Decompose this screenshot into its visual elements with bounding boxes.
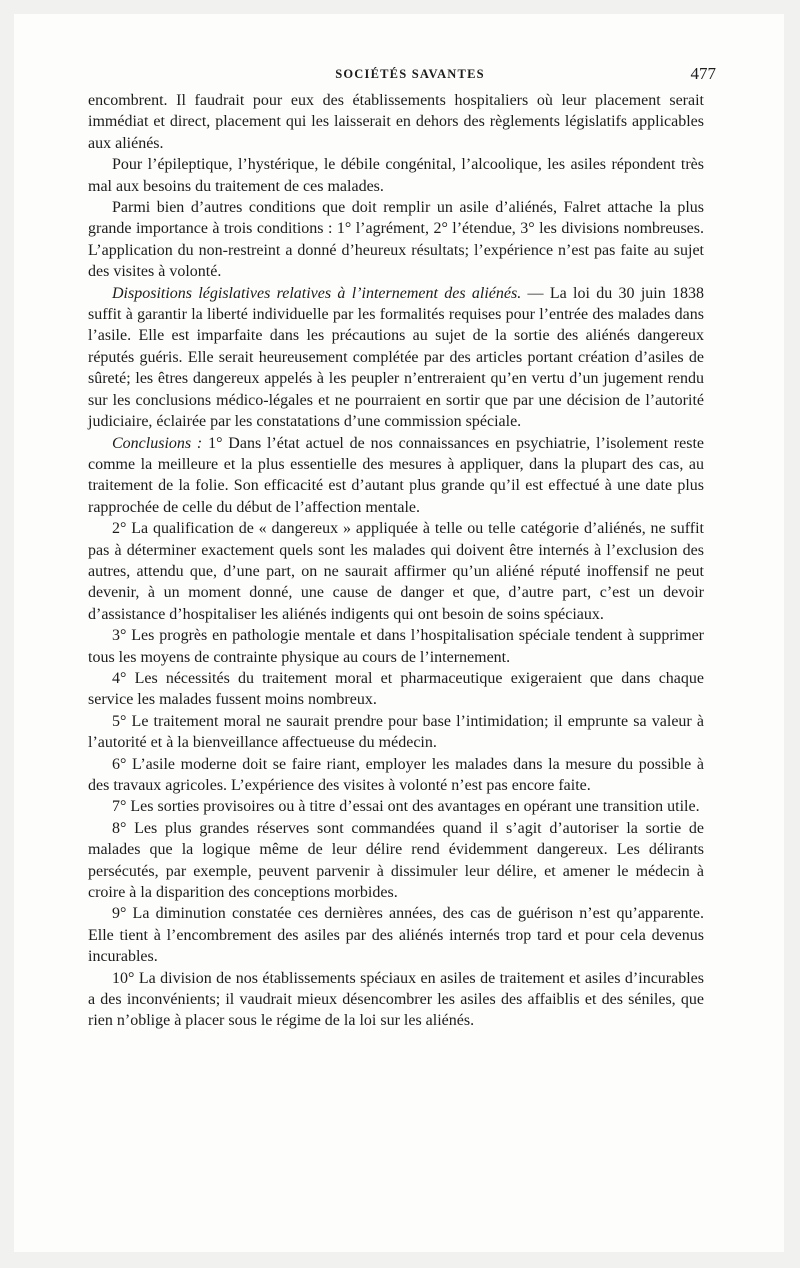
paragraph-text: 4° Les nécessités du traitement moral et pharmaceutique exigeraient que dans chaque service les malades fussent moins nombreux. bbox=[88, 669, 704, 709]
paragraph-dispositions-legislatives bbox=[88, 283, 704, 433]
conclusion-item-3 bbox=[88, 625, 704, 668]
page-header bbox=[102, 64, 718, 86]
paragraph-text: 10° La division de nos établissements spéciaux en asiles de traitement et asiles d’incurables a des inconvénients; il vaudrait mieux désencombrer les asiles des affaiblis et des séniles, que rien n’oblige à placer sous le régime de la loi sur les aliénés. bbox=[88, 969, 704, 1030]
paragraph-text: encombrent. Il faudrait pour eux des établissements hospitaliers où leur placement serait immédiat et direct, placement qui les laisserait en dehors des règlements législatifs applicables aux aliénés. bbox=[88, 92, 704, 152]
running-title: SOCIÉTÉS SAVANTES bbox=[335, 67, 485, 81]
section-label: Conclusions : bbox=[112, 434, 203, 452]
paragraph-conclusions bbox=[88, 433, 704, 519]
paragraph-text: 7° Les sorties provisoires ou à titre d’essai ont des avantages en opérant une transition utile. bbox=[112, 798, 700, 816]
conclusion-item-7 bbox=[88, 796, 704, 817]
paragraph-text: 8° Les plus grandes réserves sont commandées quand il s’agit d’autoriser la sortie de malades que la logique même de leur délire rend évidemment dangereux. Les délirants persécutés, par exemple, peuvent parvenir à dissimuler leur délire, et amener le médecin à croire à la disparition des conceptions morbides. bbox=[88, 819, 704, 902]
paragraph-conditions-asile bbox=[88, 197, 704, 283]
paragraph-text: Pour l’épileptique, l’hystérique, le débile congénital, l’alcoolique, les asiles répondent très mal aux besoins du traitement de ces malades. bbox=[88, 156, 704, 195]
conclusion-item-10 bbox=[88, 968, 704, 1032]
paragraph-text: 2° La qualification de « dangereux » appliquée à telle ou telle catégorie d’aliénés, ne suffit pas à déterminer exactement quels sont les malades qui doivent être internés à l’exclusion des autres, attendu que, d’une part, on ne saurait affirmer qu’un aliéné réputé inoffensif ne peut devenir, à un moment donné, une cause de danger et que, d’autre part, c’est un devoir d’assistance d’hospitaliser les aliénés indigents qui ont besoin de soins spéciaux. bbox=[88, 520, 704, 623]
paragraph-text: 5° Le traitement moral ne saurait prendre pour base l’intimidation; il emprunte sa valeur à l’autorité et à la bienveillance affectueuse du médecin. bbox=[88, 712, 704, 752]
conclusion-item-2 bbox=[88, 518, 704, 625]
paragraph-continuation bbox=[88, 90, 704, 154]
conclusion-item-9 bbox=[88, 903, 704, 967]
conclusion-item-8 bbox=[88, 818, 704, 904]
section-label: Dispositions législatives relatives à l’internement des aliénés. bbox=[112, 284, 522, 302]
page-number: 477 bbox=[690, 64, 716, 83]
paragraph-epileptique bbox=[88, 154, 704, 197]
conclusion-item-6 bbox=[88, 754, 704, 797]
paragraph-text: 6° L’asile moderne doit se faire riant, employer les malades dans la mesure du possible à des travaux agricoles. L’expérience des visites à volonté n’est pas encore faite. bbox=[88, 755, 704, 794]
paragraph-text: Parmi bien d’autres conditions que doit remplir un asile d’aliénés, Falret attache la plus grande importance à trois conditions : 1° l’agrément, 2° l’étendue, 3° les divisions nombreuses. L’application du non-restreint a donné d’heureux résultats; l’expérience n’est pas faite au sujet des visites à volonté. bbox=[88, 199, 704, 281]
body-text bbox=[88, 90, 704, 1032]
paragraph-text: 1° Dans l’état actuel de nos connaissances en psychiatrie, l’isolement reste comme la meilleure et la plus essentielle des mesures à appliquer, dans la plupart des cas, au traitement de la folie. Son efficacité est d’autant plus grande qu’il est effectué à une date plus rapprochée de celle du début de l’affection mentale. bbox=[88, 434, 704, 516]
paragraph-text: 3° Les progrès en pathologie mentale et dans l’hospitalisation spéciale tendent à supprimer tous les moyens de contrainte physique au cours de l’internement. bbox=[88, 627, 704, 666]
conclusion-item-4 bbox=[88, 668, 704, 711]
paragraph-text: 9° La diminution constatée ces dernières années, des cas de guérison n’est qu’apparente. Elle tient à l’encombrement des asiles par des aliénés internés trop tard et pour cela devenus incurables. bbox=[88, 905, 704, 966]
paragraph-text: — La loi du 30 juin 1838 suffit à garantir la liberté individuelle par les formalités requises pour l’entrée des malades dans l’asile. Elle est imparfaite dans les précautions au sujet de la sortie des aliénés dangereux réputés guéris. Elle serait heureusement complétée par des articles portant création d’asiles de sûreté; les êtres dangereux appelés à les peupler n’entreraient qu’en vertu d’un jugement rendu sur les conclusions médico-légales et ne pourraient en sortir que par une décision de l’autorité judiciaire, éclairée par les constatations d’une commission spéciale. bbox=[88, 284, 705, 431]
conclusion-item-5 bbox=[88, 711, 704, 754]
